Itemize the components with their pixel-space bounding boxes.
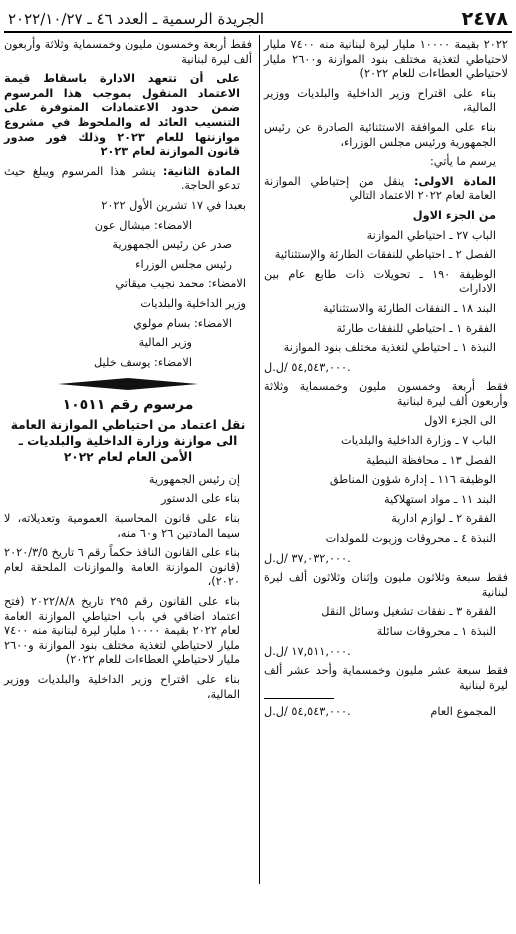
- paragraph: بناء على الدستور: [160, 492, 240, 506]
- gazette-title: الجريدة الرسمية ـ العدد ٤٦ ـ ٢٠٢٢/١٠/٢٧: [8, 10, 265, 28]
- article-label: المادة الثانية:: [162, 164, 240, 178]
- amount: ١٧,٥١١,٠٠٠ /ل.ل.: [264, 644, 351, 658]
- line-item: الفقرة ١ ـ احتياطي للنفقات طارئة: [336, 321, 496, 335]
- line-item: النبذة ٤ ـ محروقات وزيوت للمولدات: [325, 532, 496, 546]
- amount: ٣٧,٠٣٢,٠٠٠ /ل.ل.: [264, 551, 351, 565]
- signature: الامضاء: بسام مولوي: [133, 316, 232, 330]
- paragraph: بناء على اقتراح وزير الداخلية والبلديات ووزير المالية،: [264, 86, 496, 115]
- article-text: ينشر هذا المرسوم ويبلغ حيث تدعو الحاجة.: [4, 164, 240, 193]
- amount-words: فقط سبعة عشر مليون وخمسماية وأحد عشر ألف ليرة لبنانية: [264, 664, 508, 692]
- total-label: المجموع العام: [430, 705, 496, 719]
- amount-words: فقط أربعة وخمسون مليون وخمسماية وثلاثة وأربعون ألف ليرة لبنانية: [264, 380, 508, 408]
- separator-ornament: [4, 378, 252, 390]
- paragraph: إن رئيس الجمهورية: [148, 472, 240, 486]
- to-part: الى الجزء الاول: [424, 414, 496, 428]
- paragraph: فقط أربعة وخمسون مليون وخمسماية وثلاثة وأربعون ألف ليرة لبنانية: [4, 38, 252, 66]
- column-divider: [259, 35, 260, 884]
- article-2: [4, 165, 252, 194]
- line-item: الوظيفة ١٩٠ ـ تحويلات ذات طابع عام بين الادارات: [264, 267, 497, 296]
- amount: ٥٤,٥٤٣,٠٠٠ /ل.ل.: [264, 360, 351, 374]
- line-item: الفقرة ٢ ـ لوازم ادارية: [391, 512, 496, 526]
- line-item: البند ١١ ـ مواد استهلاكية: [383, 492, 496, 506]
- signature: رئيس مجلس الوزراء: [135, 257, 232, 271]
- line-item: الفقرة ٣ ـ نفقات تشغيل وسائل النقل: [321, 605, 496, 619]
- signature: وزير الداخلية والبلديات: [140, 296, 246, 310]
- paragraph: بناء على القانون النافذ حكماً رقم ٦ تاريخ ٢٠٢٠/٣/٥ (قانون الموازنة العامة والموازنات الملحقة لعام ٢٠٢٠)،: [4, 546, 240, 589]
- paragraph: يرسم ما يأتي:: [430, 155, 496, 169]
- total-rule: [264, 698, 334, 699]
- signature: الامضاء: محمد نجيب ميقاتي: [115, 277, 246, 291]
- paragraph: بناء على قانون المحاسبة العمومية وتعديلاته، لا سيما المادتين ٢٦ و٦٠ منه،: [4, 512, 240, 540]
- signature: صدر عن رئيس الجمهورية: [112, 238, 232, 252]
- total-amount: ٥٤,٥٤٣,٠٠٠ /ل.ل.: [264, 705, 351, 719]
- signature: الامضاء: يوسف خليل: [94, 355, 192, 369]
- article-label: المادة الاولى:: [414, 174, 497, 188]
- line-item: الباب ٧ ـ وزارة الداخلية والبلديات: [340, 434, 496, 448]
- line-item: الوظيفة ١١٦ ـ إدارة شؤون المناطق: [329, 473, 496, 487]
- page-header: [4, 6, 512, 32]
- right-column: [264, 38, 508, 725]
- line-item: البند ١٨ ـ النفقات الطارئة والاستثنائية: [323, 301, 496, 315]
- line-item: النبذة ١ ـ احتياطي لتغذية مختلف بنود الموازنة: [283, 341, 496, 355]
- line-item: النبذة ١ ـ محروقات سائلة: [376, 625, 496, 638]
- from-part: من الجزء الاول: [412, 208, 496, 222]
- total-row: [264, 705, 508, 720]
- paragraph: على أن تتعهد الادارة باسقاط قيمة الاعتماد المنقول بموجب هذا المرسوم ضمن حدود الاعتمادات المتوفرة على التنسيب العائد له والملحوظ في مشروع موازنتها للعام ٢٠٢٣ وذلك فور صدور قانون الموازنة لعام ٢٠٢٣: [4, 72, 240, 159]
- paragraph: بناء على اقتراح وزير الداخلية والبلديات ووزير المالية،: [4, 673, 240, 701]
- header-rule: [4, 31, 512, 33]
- article-1: [264, 175, 508, 204]
- paragraph: ٢٠٢٢ بقيمة ١٠٠٠٠ مليار ليرة لبنانية منه ٧٤٠٠ مليار لاحتياطي لتغذية مختلف بنود الموازنة و٢٦٠٠ مليار لاحتياطي العطاءات للعام ٢٠٢٢): [264, 38, 508, 81]
- paragraph: بناء على القانون رقم ٢٩٥ تاريخ ٢٠٢٢/٨/٨ (فتح اعتماد اضافي في باب احتياطي الموازنة العامة لعام ٢٠٢٢ بقيمة ١٠٠٠٠ مليار ليرة لبنانية منه ٧٤٠٠ مليار لاحتياطي لتغذية مختلف بنود الموازنة و٢٦٠٠ مليار لاحتياطي العطاءات للعام ٢٠٢٢): [4, 595, 240, 667]
- left-column: [4, 38, 252, 707]
- line-item: الباب ٢٧ ـ احتياطي الموازنة: [366, 228, 496, 242]
- signature: الامضاء: ميشال عون: [94, 218, 192, 232]
- decree-title: نقل اعتماد من احتياطي الموازنة العامة الى موازنة وزارة الداخلية والبلديات ـ الأمن العام لعام ٢٠٢٢: [10, 417, 246, 464]
- decree-number: مرسوم رقم ١٠٥١١: [62, 397, 194, 414]
- decree-date: بعبدا في ١٧ تشرين الأول ٢٠٢٢: [101, 198, 246, 212]
- article-text: ينقل من إحتياطي الموازنة العامة لعام ٢٠٢٢ الاعتماد التالي: [264, 174, 496, 203]
- line-item: الفصل ١٣ ـ محافظة النبطية: [365, 453, 496, 467]
- paragraph: بناء على الموافقة الاستثنائية الصادرة عن رئيس الجمهورية ورئيس مجلس الوزراء،: [264, 120, 496, 149]
- line-item: الفصل ٢ ـ احتياطي للنفقات الطارئة والإستثنائية: [274, 248, 496, 262]
- signature: وزير المالية: [138, 336, 192, 350]
- amount-words: فقط سبعة وثلاثون مليون وإثنان وثلاثون ألف ليرة لبنانية: [264, 571, 508, 599]
- page-number: ٢٤٧٨: [461, 8, 508, 30]
